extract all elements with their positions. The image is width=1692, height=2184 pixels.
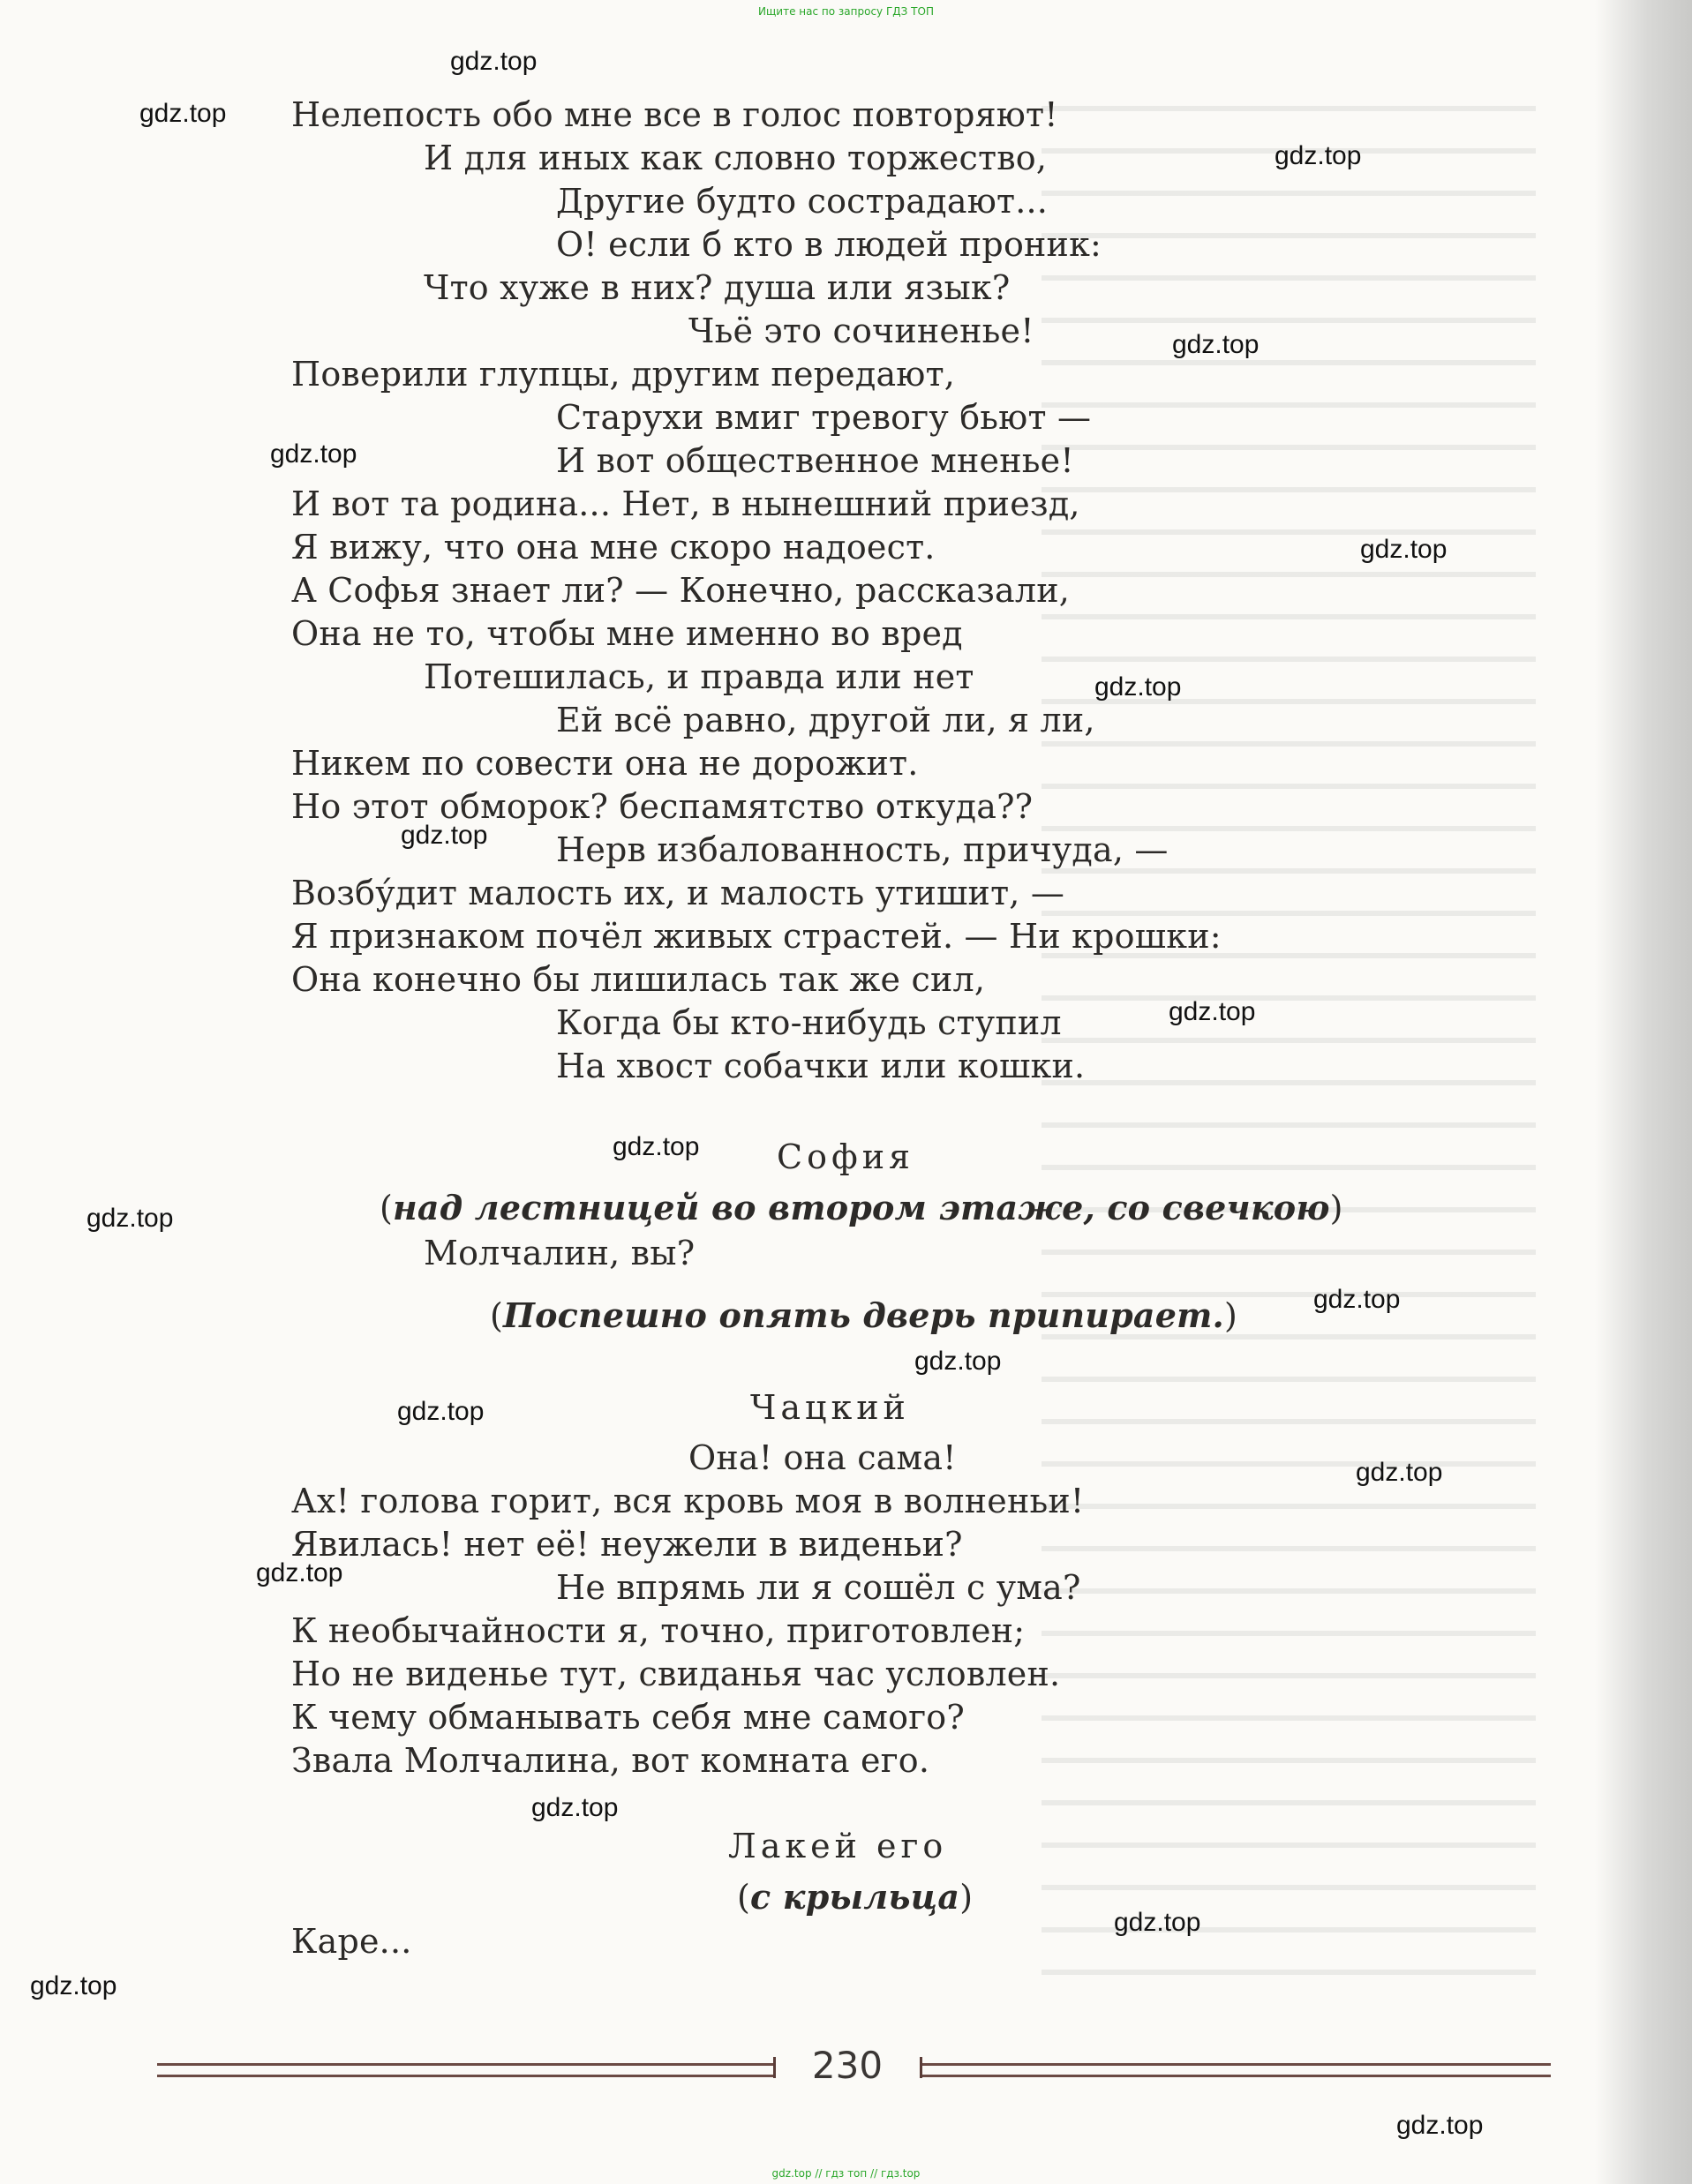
stage-direction-text: над лестницей во втором этаже, со свечкою	[393, 1188, 1330, 1227]
speech-line: К чему обманывать себя мне самого?	[291, 1698, 965, 1737]
speech-line: Она! она сама!	[688, 1438, 957, 1477]
watermark: gdz.top	[139, 99, 227, 128]
poem-line: На хвост собачки или кошки.	[556, 1047, 1086, 1085]
stage-direction-text: Поспешно опять дверь припирает.	[503, 1295, 1224, 1335]
footer-rule-right	[922, 2063, 1551, 2077]
watermark: gdz.top	[914, 1347, 1002, 1376]
watermark: gdz.top	[1356, 1458, 1443, 1487]
speaker-name: Лакей его	[728, 1827, 948, 1865]
watermark: gdz.top	[1396, 2111, 1484, 2140]
poem-line: Нерв избалованность, причуда, —	[556, 830, 1169, 869]
watermark: gdz.top	[531, 1793, 619, 1822]
watermark: gdz.top	[1172, 330, 1260, 359]
watermark: gdz.top	[397, 1397, 485, 1426]
bottom-banner-text[interactable]: gdz.top // гдз топ // гдз.top	[771, 2167, 921, 2180]
speech-line: Но не виденье тут, свиданья час условлен.	[291, 1655, 1061, 1693]
speech-line: Молчалин, вы?	[424, 1234, 696, 1272]
speech-line: Не впрямь ли я сошёл с ума?	[556, 1568, 1081, 1607]
watermark: gdz.top	[1094, 672, 1182, 702]
watermark: gdz.top	[1169, 997, 1256, 1026]
footer-rule-left	[157, 2063, 773, 2077]
watermark: gdz.top	[256, 1558, 343, 1587]
poem-line: И вот та родина... Нет, в нынешний приезд,	[291, 484, 1080, 523]
speaker-name: Чацкий	[750, 1388, 910, 1427]
watermark: gdz.top	[30, 1971, 117, 2000]
poem-line: Поверили глупцы, другим передают,	[291, 355, 956, 394]
poem-line: Нелепость обо мне все в голос повторяют!	[291, 95, 1058, 134]
poem-line: Она не то, чтобы мне именно во вред	[291, 614, 963, 653]
poem-line: И для иных как словно торжество,	[424, 139, 1048, 177]
watermark: gdz.top	[86, 1204, 174, 1233]
watermark: gdz.top	[401, 821, 488, 850]
stage-direction-text: с крыльца	[750, 1877, 960, 1917]
footer-rule-tick	[773, 2057, 776, 2078]
speech-line: Ах! голова горит, вся кровь моя в волненьи!	[291, 1482, 1085, 1520]
watermark: gdz.top	[270, 439, 357, 469]
scan-edge-shadow	[1595, 0, 1692, 2184]
poem-line: Что хуже в них? душа или язык?	[424, 268, 1011, 307]
poem-line: Ей всё равно, другой ли, я ли,	[556, 701, 1095, 739]
watermark: gdz.top	[1114, 1908, 1201, 1937]
speech-line: Явилась! нет её! неужели в виденьи?	[291, 1525, 963, 1564]
speech-line: Звала Молчалина, вот комната его.	[291, 1741, 930, 1780]
poem-line: Но этот обморок? беспамятство откуда??	[291, 787, 1034, 826]
poem-line: Когда бы кто-нибудь ступил	[556, 1003, 1062, 1042]
top-banner-text[interactable]: Ищите нас по запросу ГДЗ ТОП	[758, 5, 934, 18]
speaker-name: София	[777, 1137, 914, 1176]
poem-line: И вот общественное мненье!	[556, 441, 1074, 480]
watermark: gdz.top	[450, 47, 538, 76]
poem-line: Чьё это сочиненье!	[688, 311, 1034, 350]
watermark: gdz.top	[1275, 141, 1362, 170]
speech-line: К необычайности я, точно, приготовлен;	[291, 1611, 1026, 1650]
poem-line: Никем по совести она не дорожит.	[291, 744, 919, 783]
speech-line: Каре...	[291, 1922, 412, 1961]
poem-line: Старухи вмиг тревогу бьют —	[556, 398, 1092, 437]
stage-direction: (с крыльца)	[737, 1877, 974, 1917]
bleed-through-text	[1042, 106, 1536, 2003]
page-number: 230	[811, 2044, 884, 2087]
poem-line: Она конечно бы лишилась так же сил,	[291, 960, 986, 999]
poem-line: А Софья знает ли? — Конечно, рассказали,	[291, 571, 1071, 610]
watermark: gdz.top	[613, 1132, 700, 1161]
poem-line: О! если б кто в людей проник:	[556, 225, 1102, 264]
watermark: gdz.top	[1313, 1285, 1401, 1314]
watermark: gdz.top	[1360, 535, 1448, 564]
poem-line: Я вижу, что она мне скоро надоест.	[291, 528, 936, 567]
stage-direction: (Поспешно опять дверь припирает.)	[490, 1295, 1237, 1335]
poem-line: Возбу́дит малость их, и малость утишит, —	[291, 874, 1065, 912]
poem-line: Потешилась, и правда или нет	[424, 657, 974, 696]
stage-direction: (над лестницей во втором этаже, со свечкою)	[380, 1188, 1343, 1227]
poem-line: Другие будто сострадают...	[556, 182, 1049, 221]
poem-line: Я признаком почёл живых страстей. — Ни крошки:	[291, 917, 1222, 956]
